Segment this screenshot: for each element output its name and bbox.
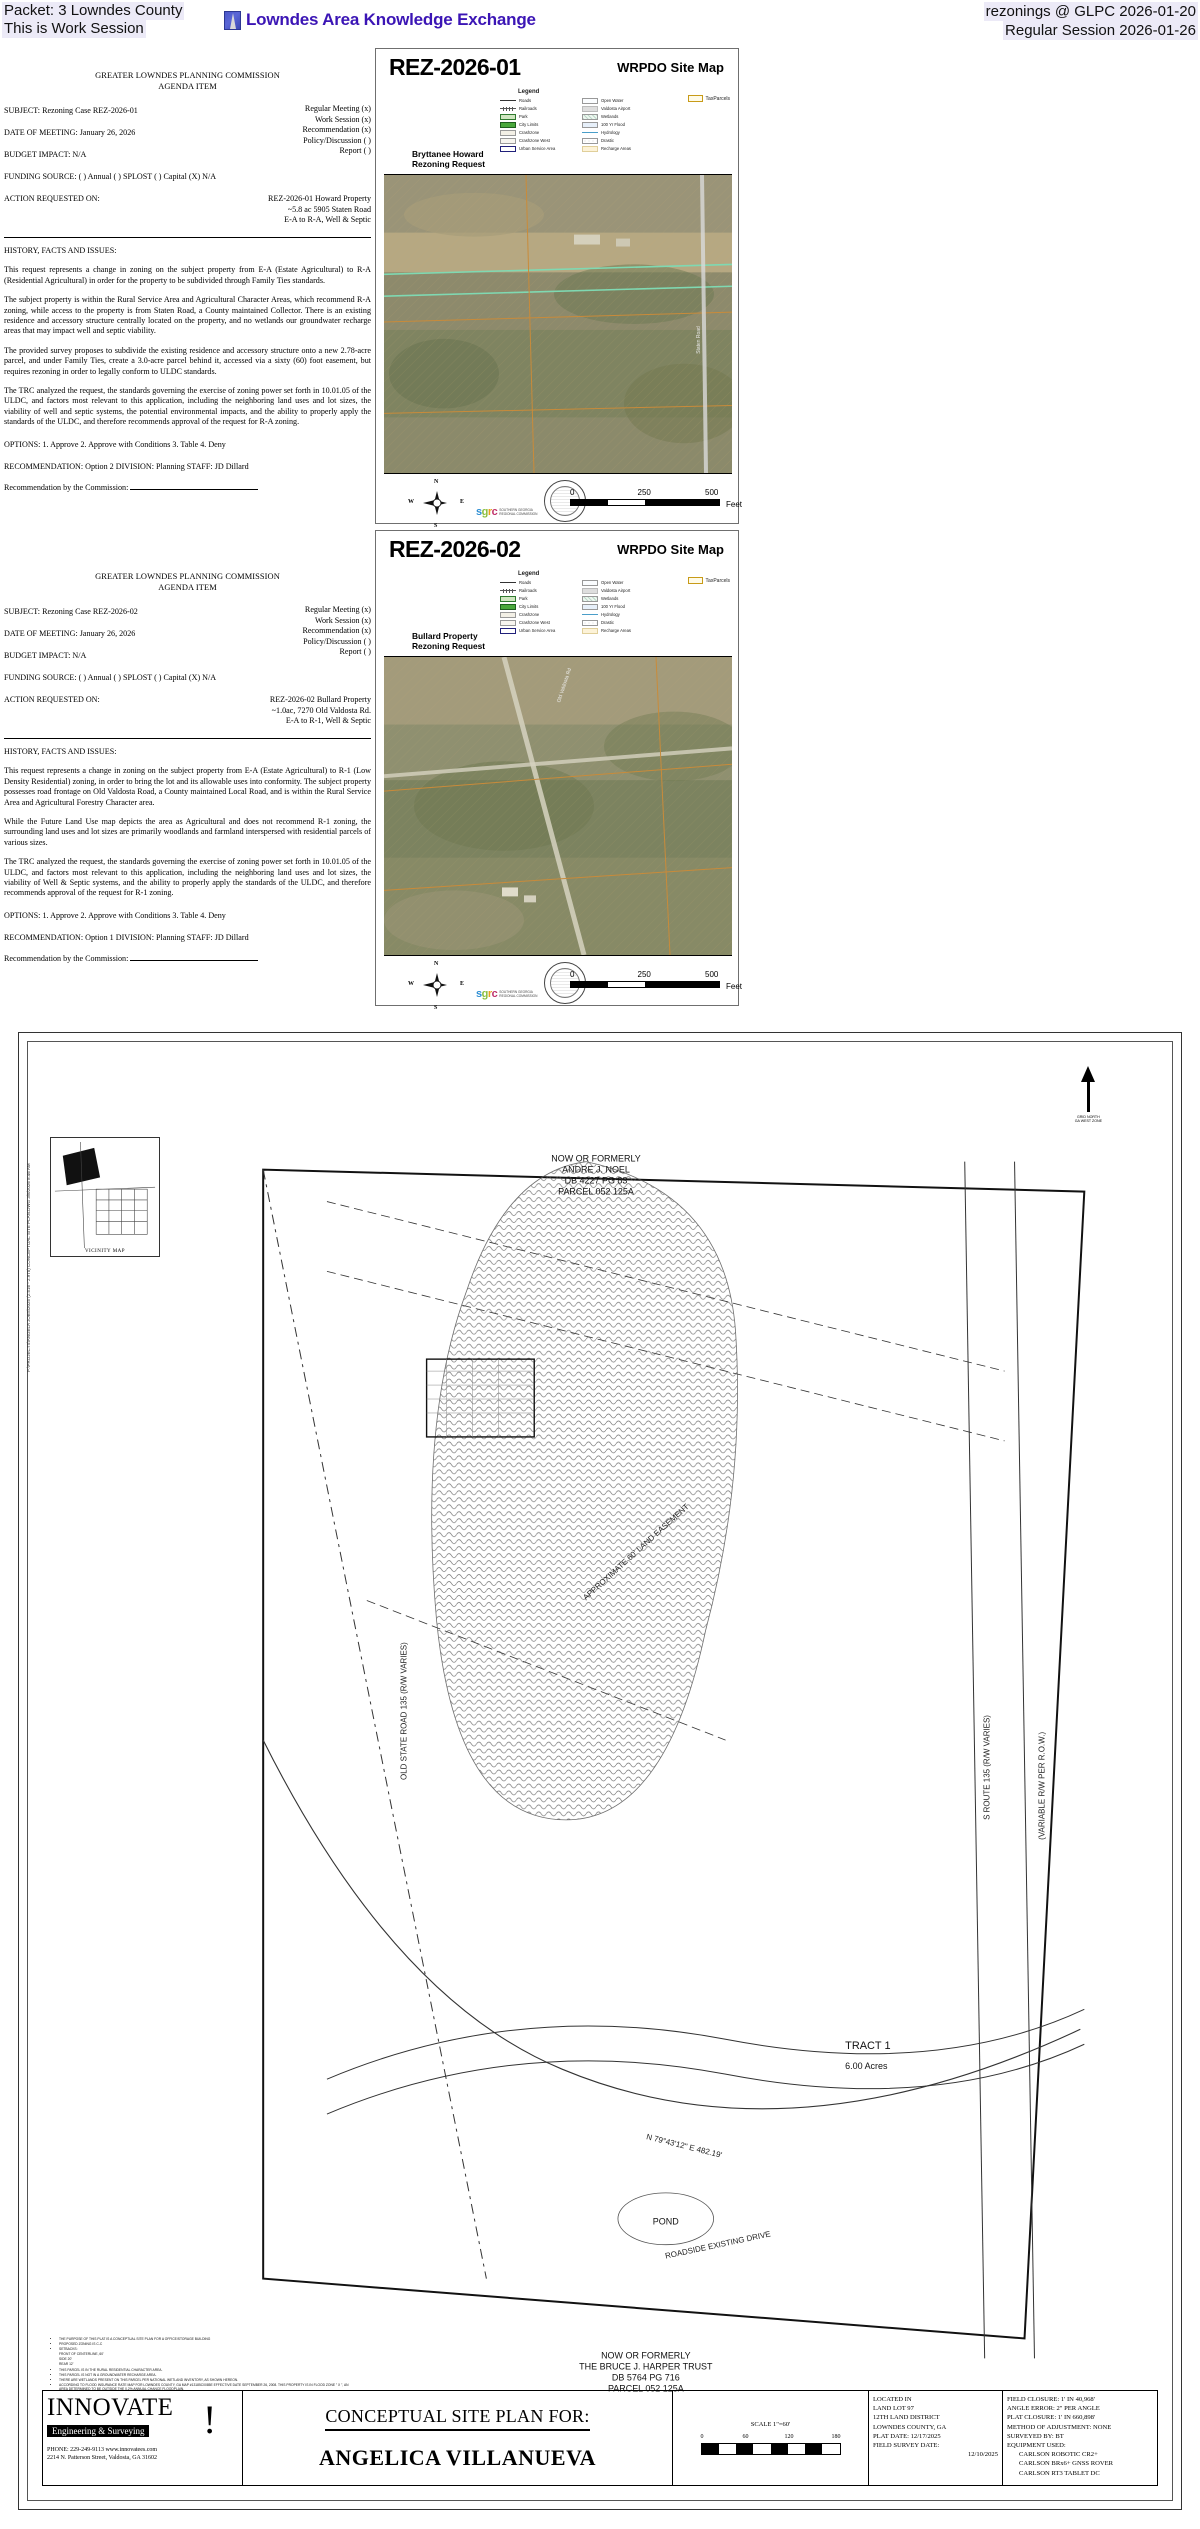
sgrc-sub-2: REGIONAL COMMISSION (499, 994, 538, 998)
packet-label: Packet: 3 Lowndes County (4, 2, 183, 19)
note-5: SIDE 20' (59, 2357, 72, 2362)
aerial-svg-1 (384, 175, 732, 473)
site-owner-name-1: Bryttanee Howard (412, 149, 484, 159)
legend-taxparcels-2 (688, 577, 730, 584)
funding-label: FUNDING SOURCE: (4, 172, 77, 181)
banner-left-text (2, 2, 184, 38)
legend-label-railroads-2: Railroads (519, 588, 537, 593)
plan-title-block (243, 2391, 673, 2485)
note-7: • THIS PARCEL IS IN THE RURAL RESIDENTIAL CHARACTER AREA. (59, 2368, 352, 2372)
svg-text:(VARIABLE R/W PER R.O.W.): (VARIABLE R/W PER R.O.W.) (1037, 1731, 1047, 1840)
urban-service-area-swatch-icon (500, 146, 516, 152)
sgrc-sub-1: REGIONAL COMMISSION (499, 512, 538, 516)
map-case-id-2: REZ-2026-02 (389, 536, 521, 562)
regular-session-label: Regular Session 2026-01-26 (1005, 22, 1196, 39)
scale-tick-0-2: 0 (570, 970, 575, 979)
history-heading: HISTORY, FACTS AND ISSUES: (4, 246, 117, 255)
date-row-2 (4, 629, 371, 642)
taxparcels-swatch-icon (688, 95, 703, 102)
history-heading-2: HISTORY, FACTS AND ISSUES: (4, 747, 117, 756)
recharge-areas-swatch-icon (582, 146, 598, 152)
meeting-type-report-2: Report ( ) (339, 647, 371, 657)
svg-text:NOW OR FORMERLY: NOW OR FORMERLY (551, 1153, 641, 1164)
legend-label-crashzone-west-2: Crashzone West (519, 620, 550, 625)
meeting-type-policy: Policy/Discussion ( ) (303, 135, 371, 145)
city-limits-swatch-icon-2 (500, 604, 516, 610)
compass-west-1: W (408, 499, 414, 505)
svg-text:Staten Road: Staten Road (695, 326, 703, 354)
svg-text:THE BRUCE J. HARPER TRUST: THE BRUCE J. HARPER TRUST (579, 2361, 713, 2372)
funding-options-2: ( ) Annual ( ) SPLOST ( ) Capital (X) N/A (78, 673, 217, 682)
svg-text:Old Valdosta Rd: Old Valdosta Rd (556, 667, 574, 704)
note-3: • SETBACKS: (59, 2347, 352, 2351)
legend-label-valdosta-airport-2: Valdosta Airport (601, 588, 631, 593)
action-line-1-2: REZ-2026-02 Bullard Property (269, 695, 371, 704)
aerial-imagery-1[interactable] (384, 174, 732, 474)
history-paragraph-3: The provided survey proposes to subdivide the existing residence and accessory structure onto a new 2.78-acre parcel, and under Family Ties, create a 3.0-acre parcel behind it, accessed via a sixty (60) foot easement, but requires rezoning in order to legally conform to ULDC standards. (4, 345, 371, 376)
site-plan-scalebar (701, 2434, 841, 2455)
legend-label-wetlands-2: Wetlands (601, 596, 619, 601)
legend-label-crashzone: Crashzone (519, 130, 540, 135)
park-swatch-icon-2 (500, 596, 516, 602)
legend-title-1: Legend (518, 89, 540, 95)
technical-lines (1007, 2395, 1153, 2478)
commission-signature-row-2 (4, 954, 371, 964)
map-card-rez-2026-02 (375, 530, 742, 1011)
legend-label-park: Park (519, 114, 528, 119)
city-limits-swatch-icon (500, 122, 516, 128)
firm-exclamation-icon: ! (203, 2397, 217, 2442)
site-request-type-2: Rezoning Request (412, 641, 486, 651)
drastic-swatch-icon-2 (582, 620, 598, 626)
action-label: ACTION REQUESTED ON: (4, 194, 100, 203)
meeting-type-regular-2: Regular Meeting (x) (304, 605, 371, 614)
location-lines (873, 2395, 998, 2459)
legend-label-hydrology: Hydrology (601, 130, 620, 135)
compass-south-1: S (434, 523, 438, 529)
roads-swatch-icon (500, 100, 516, 101)
date-label-2: DATE OF MEETING: (4, 629, 78, 638)
equipment-1: CARLSON ROBOTIC CR2+ (1019, 2451, 1098, 2459)
legend-column-left-2 (500, 579, 578, 634)
map-site-label-1 (412, 149, 485, 169)
valdosta-airport-swatch-icon-2 (582, 588, 598, 594)
svg-text:PARCEL 052 125A: PARCEL 052 125A (558, 1186, 634, 1197)
site-plan-sheet[interactable] (18, 1032, 1182, 2510)
commission-label-2: Recommendation by the Commission: (4, 953, 131, 963)
lake-brand[interactable] (224, 10, 536, 30)
plan-for-label: CONCEPTUAL SITE PLAN FOR: (325, 2406, 589, 2431)
action-detail-lines-2 (270, 695, 371, 727)
site-plan-drawing (28, 1042, 1172, 2500)
legend-taxparcels-1 (688, 95, 730, 102)
compass-north-2: N (434, 961, 439, 967)
budget-label-2: BUDGET IMPACT: (4, 651, 71, 660)
subject-label-2: SUBJECT: (4, 607, 41, 616)
equipment-3: CARLSON RT3 TABLET DC (1019, 2469, 1100, 2477)
map-site-label-2 (412, 631, 485, 651)
legend-column-left-1 (500, 97, 578, 152)
history-paragraph-1-2: This request represents a change in zoning on the subject property from E-A (Estate Agricultural) to R-1 (Low Density Residential) zoning, in order to bring the lot and its allowable uses into conformity. The subject property possesses road frontage on Old Valdosta Road, a County maintained Local Road, and is within the Rural Service Area and Agricultural Forestry Character area. (4, 766, 371, 807)
legend-label-valdosta-airport: Valdosta Airport (601, 106, 631, 111)
scale-tick-500-2: 500 (705, 970, 719, 979)
compass-north-1: N (434, 479, 439, 485)
history-paragraph-2: The subject property is within the Rural Service Area and Agricultural Character Areas, which recommend R-A zoning, while access to the property is from Staten Road, a County maintained Collector. There is an existing residence and accessory structure centrally located on the property, and no wetlands our groundwater recharge areas that may impact well and septic viability. (4, 295, 371, 336)
subject-value-2: Rezoning Case REZ-2026-02 (42, 607, 138, 616)
meeting-type-recommendation-2: Recommendation (x) (302, 626, 371, 636)
method-of-adjustment: METHOD OF ADJUSTMENT: NONE (1007, 2423, 1112, 2431)
map-legend-1 (500, 89, 730, 152)
legend-label-wetlands: Wetlands (601, 114, 619, 119)
wetlands-swatch-icon (582, 114, 598, 120)
general-notes (52, 2337, 352, 2392)
recharge-areas-swatch-icon-2 (582, 628, 598, 634)
meeting-type-report: Report ( ) (339, 146, 371, 156)
vicinity-map-caption: VICINITY MAP (84, 1249, 126, 1254)
scale-unit-2: Feet (725, 982, 742, 991)
sp-tick-60: 60 (742, 2434, 749, 2440)
map-header-1 (376, 49, 738, 87)
map-footer-1 (384, 476, 742, 530)
note-10: • ACCORDING TO FLOOD INSURANCE RATE MAP FOR LOWNDES COUNTY, GA MAP #13185C0085E EFFECTIVE DATE SEPTEMBER 26, 2008. THIS PROPERTY IS IN FLOOD ZONE " X ", AN AREA DETERMINED TO BE OUTSIDE THE 0.2% ANNUAL CHANCE FLOODPLAIN. (59, 2383, 352, 2391)
aerial-imagery-2[interactable] (384, 656, 732, 956)
legend-label-urban-service-area-2: Urban Service Area (519, 628, 556, 633)
subject-label: SUBJECT: (4, 106, 41, 115)
title-block (42, 2390, 1158, 2486)
history-paragraph-1: This request represents a change in zoning on the subject property from E-A (Estate Agricultural) to R-A (Residential Agricultural) in order for the property to be subdivided through Family Ties standards. (4, 265, 371, 285)
compass-svg-2 (414, 963, 460, 1007)
firm-discipline: Engineering & Surveying (47, 2425, 149, 2437)
meeting-type-recommendation: Recommendation (x) (302, 125, 371, 135)
note-2: • PROPOSED ZONING IS C-C (59, 2342, 352, 2346)
railroads-swatch-icon (500, 108, 516, 109)
crashzone-west-swatch-icon (500, 138, 516, 144)
budget-value: N/A (72, 150, 87, 159)
scale-tick-500-1: 500 (705, 488, 719, 497)
firm-address: 2214 N. Patterson Street, Valdosta, GA 31602 (47, 2455, 158, 2461)
location-line-4: LOWNDES COUNTY, GA (873, 2423, 947, 2431)
scale-block (673, 2391, 869, 2485)
svg-text:NOW OR FORMERLY: NOW OR FORMERLY (601, 2350, 691, 2361)
subject-value: Rezoning Case REZ-2026-01 (42, 106, 138, 115)
legend-label-crashzone-2: Crashzone (519, 612, 540, 617)
meeting-type-policy-2: Policy/Discussion ( ) (303, 636, 371, 646)
legend-label-recharge-areas: Recharge Areas (601, 146, 632, 151)
sgrc-logo-2: sgrc SOUTHERN GEORGIA REGIONAL COMMISSION (476, 988, 538, 1000)
meeting-type-work-session-2: Work Session (x) (315, 615, 371, 625)
firm-contact (47, 2446, 238, 2462)
wetlands-swatch-icon-2 (582, 596, 598, 602)
action-line-3: E-A to R-A, Well & Septic (284, 215, 371, 225)
legend-label-100yr-flood-2: 100 Yr Flood (601, 604, 625, 609)
action-row (4, 194, 371, 228)
scale-tick-250-2: 250 (637, 970, 651, 979)
urban-service-area-swatch-icon-2 (500, 628, 516, 634)
legend-title-2: Legend (518, 571, 540, 577)
crashzone-swatch-icon (500, 130, 516, 136)
firm-phone: PHONE: 229-249-9113 www.innovatees.com (47, 2447, 158, 2453)
legend-label-drastic: Drastic (601, 138, 615, 143)
options-line: OPTIONS: 1. Approve 2. Approve with Conditions 3. Table 4. Deny (4, 439, 226, 449)
sgrc-name-2: SOUTHERN GEORGIA (499, 990, 533, 994)
firm-block (43, 2391, 243, 2485)
org-title-text: GREATER LOWNDES PLANNING COMMISSION (95, 71, 280, 80)
map-subtitle-1: WRPDO Site Map (617, 60, 724, 75)
compass-south-2: S (434, 1005, 438, 1011)
svg-text:OLD STATE ROAD 135 (R/W VARIES: OLD STATE ROAD 135 (R/W VARIES) (399, 1642, 409, 1780)
svg-text:DB 5764 PG 716: DB 5764 PG 716 (611, 2372, 680, 2383)
agenda-divider (4, 237, 371, 238)
compass-east-2: E (459, 981, 464, 987)
sgrc-name-1: SOUTHERN GEORGIA (499, 508, 533, 512)
signature-line (130, 489, 258, 490)
legend-label-taxparcels-2: TaxParcels (705, 577, 730, 584)
action-line-3-2: E-A to R-1, Well & Septic (285, 716, 371, 726)
drastic-swatch-icon (582, 138, 598, 144)
legend-label-recharge-areas-2: Recharge Areas (601, 628, 632, 633)
budget-value-2: N/A (72, 651, 87, 660)
sp-tick-180: 180 (831, 2434, 841, 2440)
plat-closure: PLAT CLOSURE: 1' IN 660,898' (1007, 2414, 1096, 2422)
lake-logo-icon (224, 11, 241, 30)
recommendation-line: RECOMMENDATION: Option 2 DIVISION: Planning STAFF: JD Dillard (4, 462, 249, 472)
action-detail-lines (268, 194, 371, 226)
sp-tick-0: 0 (700, 2434, 704, 2440)
equipment-used-label: EQUIPMENT USED: (1007, 2442, 1066, 2450)
flood-swatch-icon (582, 122, 598, 128)
scale-tick-0-1: 0 (570, 488, 575, 497)
map-card-rez-2026-01 (375, 48, 742, 529)
svg-text:6.00 Acres: 6.00 Acres (845, 2061, 888, 2072)
agenda-divider-2 (4, 738, 371, 739)
field-closure: FIELD CLOSURE: 1' IN 40,968' (1007, 2396, 1095, 2403)
top-banner (0, 0, 1200, 46)
technical-block (1003, 2391, 1157, 2485)
funding-row (4, 172, 371, 185)
budget-row-2 (4, 651, 371, 664)
site-request-type-1: Rezoning Request (412, 159, 486, 169)
date-row (4, 128, 371, 141)
legend-label-100yr-flood: 100 Yr Flood (601, 122, 625, 127)
note-9: • THERE ARE WETLANDS PRESENT ON THIS PARCEL PER NATIONAL WETLAND INVENTORY, AS SHOWN HEREON. (59, 2378, 352, 2382)
legend-label-roads-2: Roads (519, 580, 532, 585)
equipment-2: CARLSON BRx6+ GNSS ROVER (1019, 2460, 1114, 2468)
aerial-svg-2 (384, 657, 732, 955)
compass-west-2: W (408, 981, 414, 987)
hydrology-swatch-icon-2 (582, 614, 598, 615)
meeting-type-work-session: Work Session (x) (315, 114, 371, 124)
legend-column-right-1 (582, 97, 662, 152)
legend-label-urban-service-area: Urban Service Area (519, 146, 556, 151)
park-swatch-icon (500, 114, 516, 120)
north-label-1: GRID NORTH (1077, 1115, 1100, 1119)
doc-title-text-2: AGENDA ITEM (158, 583, 217, 592)
action-line-2-2: ~1.0ac, 7270 Old Valdosta Rd. (271, 705, 371, 715)
hydrology-swatch-icon (582, 132, 598, 133)
firm-name: INNOVATE (47, 2394, 174, 2421)
history-paragraph-4: The TRC analyzed the request, the standards governing the exercise of zoning power set forth in 10.01.05 of the ULDC, and factors most relevant to this application, including the neighboring land uses and lot sizes, the viability of well and septic systems, the potential environmental impacts, and the ability to properly apply the standards of the ULDC, and therefore recommends approval of the request for R-A zoning. (4, 386, 371, 427)
funding-label-2: FUNDING SOURCE: (4, 673, 77, 682)
legend-label-city-limits: City Limits (519, 122, 539, 127)
session-label: This is Work Session (4, 20, 144, 37)
note-6: REAR 12' (59, 2362, 74, 2367)
history-paragraph-3-2: The TRC analyzed the request, the standards governing the exercise of zoning power set forth in 10.01.05 of the ULDC, and factors most relevant to this application, including the neighboring land uses and lot sizes, the viability of Well & Septic systems, and the ability to properly apply the standards of the ULDC, and therefore recommends approval of the request for R-1 zoning. (4, 857, 371, 898)
roads-swatch-icon-2 (500, 582, 516, 583)
doc-title-text: AGENDA ITEM (158, 82, 217, 91)
action-line-1: REZ-2026-01 Howard Property (268, 194, 371, 203)
crashzone-west-swatch-icon-2 (500, 620, 516, 626)
agenda-item-rez-2026-02 (0, 547, 375, 973)
legend-label-railroads: Railroads (519, 106, 537, 111)
surveyed-by: SURVEYED BY: BT (1007, 2432, 1064, 2440)
sgrc-logo-1: sgrc SOUTHERN GEORGIA REGIONAL COMMISSION (476, 506, 538, 518)
note-8: • THIS PARCEL IS NOT IN A GROUNDWATER RECHARGE AREA. (59, 2373, 352, 2377)
org-title-text-2: GREATER LOWNDES PLANNING COMMISSION (95, 572, 280, 581)
map-footer-2 (384, 958, 742, 1012)
svg-text:POND: POND (652, 2216, 679, 2227)
svg-text:S ROUTE 135 (R/W VARIES): S ROUTE 135 (R/W VARIES) (982, 1715, 992, 1820)
svg-text:ROADSIDE EXISTING DRIVE: ROADSIDE EXISTING DRIVE (664, 2229, 772, 2261)
compass-east-1: E (459, 499, 464, 505)
site-plan-border (27, 1041, 1173, 2501)
commission-signature-row (4, 483, 371, 493)
svg-text:PARCEL 052 125A: PARCEL 052 125A (607, 2383, 684, 2394)
budget-label: BUDGET IMPACT: (4, 150, 71, 159)
svg-text:N 79°43'12" E 482.19': N 79°43'12" E 482.19' (645, 2132, 723, 2160)
field-survey-date-label: FIELD SURVEY DATE: (873, 2442, 940, 2450)
legend-label-open-water: Open Water (601, 98, 624, 103)
map-legend-2 (500, 571, 730, 634)
map-subtitle-2: WRPDO Site Map (617, 542, 724, 557)
location-line-1: LOCATED IN (873, 2396, 912, 2403)
svg-text:APPROXIMATE 60' LAND EASEMENT: APPROXIMATE 60' LAND EASEMENT (581, 1502, 691, 1602)
scale-unit-1: Feet (725, 500, 742, 509)
funding-row-2 (4, 673, 371, 686)
field-survey-date-value: 12/10/2025 (967, 2451, 998, 2459)
valdosta-airport-swatch-icon (582, 106, 598, 112)
angle-error: ANGLE ERROR: 2" PER ANGLE (1007, 2405, 1100, 2413)
date-value: January 26, 2026 (79, 128, 136, 137)
svg-text:TRACT 1: TRACT 1 (845, 2040, 891, 2053)
note-4: FRONT OF CENTERLINE, 60' (59, 2352, 104, 2357)
sheet-path-text: P:\PROJECTS\ANGELA JOBS\2025 (2.516 - 2.975) CONCEPTUAL SITE PLAN.DWG 3/8/2026 8:46 AM (26, 1163, 31, 1372)
legend-label-drastic-2: Drastic (601, 620, 615, 625)
map-scalebar-2 (570, 970, 742, 991)
map-scalebar-1 (570, 488, 742, 509)
location-block (869, 2391, 1003, 2485)
signature-line-2 (130, 960, 258, 961)
legend-label-open-water-2: Open Water (601, 580, 624, 585)
note-1: • THE PURPOSE OF THIS PLAT IS A CONCEPTUAL SITE PLAN FOR A OFFICE/STORAGE BUILDING (59, 2337, 352, 2341)
lake-title: Lowndes Area Knowledge Exchange (246, 10, 536, 29)
legend-label-hydrology-2: Hydrology (601, 612, 620, 617)
compass-rose-1 (408, 479, 464, 529)
flood-swatch-icon-2 (582, 604, 598, 610)
legend-label-park-2: Park (519, 596, 528, 601)
scale-label: SCALE 1"=60' (750, 2421, 791, 2428)
open-water-swatch-icon (582, 98, 598, 104)
map-case-id-1: REZ-2026-01 (389, 54, 521, 80)
funding-options: ( ) Annual ( ) SPLOST ( ) Capital (X) N/A (78, 172, 217, 181)
rezonings-label: rezonings @ GLPC 2026-01-20 (985, 3, 1196, 20)
legend-label-city-limits-2: City Limits (519, 604, 539, 609)
banner-right-text (984, 2, 1198, 40)
location-line-2: LAND LOT 97 (873, 2405, 914, 2413)
legend-label-roads: Roads (519, 98, 532, 103)
compass-rose-2 (408, 961, 464, 1011)
legend-column-right-2 (582, 579, 662, 634)
site-owner-name-2: Bullard Property (412, 631, 478, 641)
svg-text:ANDRE J. NOEL: ANDRE J. NOEL (562, 1164, 630, 1175)
action-label-2: ACTION REQUESTED ON: (4, 695, 100, 704)
north-label-2: GA WEST ZONE (1074, 1119, 1102, 1124)
taxparcels-swatch-icon-2 (688, 577, 703, 584)
plat-date: PLAT DATE: 12/17/2025 (873, 2432, 941, 2440)
railroads-swatch-icon-2 (500, 590, 516, 591)
history-paragraph-2-2: While the Future Land Use map depicts the area as Agricultural and does not recommend R-1 zoning, the surrounding land uses and lot sizes are primarily woodlands and farmland interspersed with residential parcels of various sizes. (4, 817, 371, 847)
action-line-2: ~5.8 ac 5905 Staten Road (287, 204, 371, 214)
options-line-2: OPTIONS: 1. Approve 2. Approve with Conditions 3. Table 4. Deny (4, 910, 226, 920)
location-line-3: 12TH LAND DISTRICT (873, 2414, 940, 2422)
agenda-item-rez-2026-01 (0, 46, 375, 502)
client-name: ANGELICA VILLANUEVA (318, 2444, 597, 2470)
crashzone-swatch-icon-2 (500, 612, 516, 618)
action-row-2 (4, 695, 371, 729)
legend-label-taxparcels: TaxParcels (705, 95, 730, 102)
sp-tick-120: 120 (784, 2434, 794, 2440)
meeting-type-regular: Regular Meeting (x) (304, 104, 371, 113)
date-value-2: January 26, 2026 (79, 629, 136, 638)
agenda-org-title (4, 70, 371, 92)
scale-tick-250-1: 250 (637, 488, 651, 497)
budget-row (4, 150, 371, 163)
compass-svg-1 (414, 481, 460, 525)
open-water-swatch-icon-2 (582, 580, 598, 586)
commission-label: Recommendation by the Commission: (4, 482, 131, 492)
legend-label-crashzone-west: Crashzone West (519, 138, 550, 143)
recommendation-line-2: RECOMMENDATION: Option 1 DIVISION: Planning STAFF: JD Dillard (4, 933, 249, 943)
svg-text:DB 4227 PG 83: DB 4227 PG 83 (564, 1175, 628, 1186)
date-label: DATE OF MEETING: (4, 128, 78, 137)
agenda-org-title-2 (4, 571, 371, 593)
map-header-2 (376, 531, 738, 569)
